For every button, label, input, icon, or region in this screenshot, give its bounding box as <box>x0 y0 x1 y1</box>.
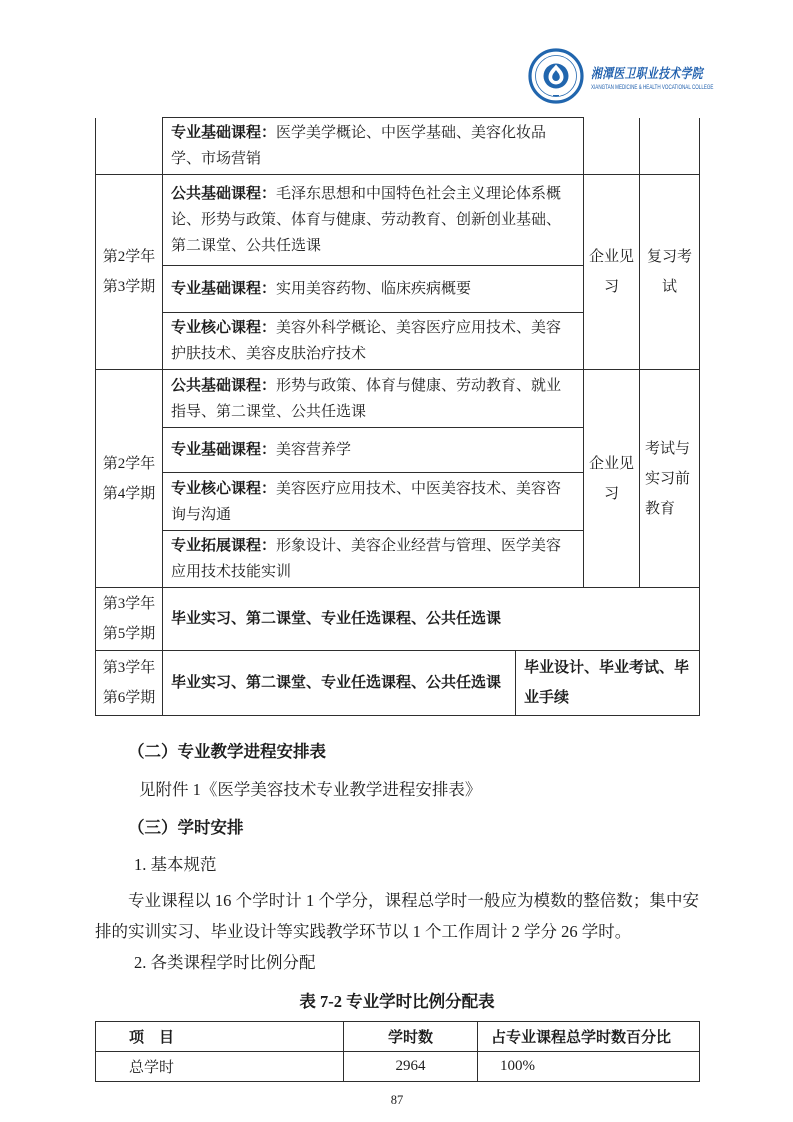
table-row <box>96 1052 700 1082</box>
list-item-1: 1. 基本规范 <box>134 855 217 874</box>
course-list: 美容医疗应用技术、中医美容技术、美容咨询与沟通 <box>171 480 562 523</box>
course-cell <box>163 118 584 175</box>
course-category-label: 公共基础课程： <box>171 186 277 202</box>
college-name <box>591 62 714 91</box>
course-cell <box>163 473 584 531</box>
course-category-label: 专业基础课程： <box>171 442 277 458</box>
semester-content-cell: 毕业实习、第二课堂、专业任选课程、公共任选课 <box>163 651 516 716</box>
course-category-label: 专业拓展课程： <box>171 538 277 554</box>
exam-cell: 复习考试 <box>640 175 700 370</box>
section-heading-2: （二）专业教学进程安排表 <box>128 742 326 761</box>
semester-content-cell: 毕业实习、第二课堂、专业任选课程、公共任选课 <box>163 588 700 651</box>
year-term-label <box>96 588 163 651</box>
year-term-label <box>96 175 163 370</box>
hours-table <box>95 1021 700 1082</box>
course-list: 实用美容药物、临床疾病概要 <box>276 281 472 297</box>
year-term-label <box>96 651 163 716</box>
section-body-attachment: 见附件 1《医学美容技术专业教学进程安排表》 <box>139 780 482 799</box>
teaching-schedule-table <box>95 117 700 716</box>
table-row <box>96 118 700 175</box>
table-row <box>96 651 700 716</box>
course-cell <box>163 313 584 370</box>
term-label: 第6学期 <box>102 690 156 706</box>
course-cell <box>163 428 584 473</box>
section-heading-3: （三）学时安排 <box>128 818 244 837</box>
exam-cell: 考试与实习前教育 <box>640 370 700 588</box>
year-term-label-empty <box>96 118 163 175</box>
course-list: 形势与政策、体育与健康、劳动教育、就业指导、第二课堂、公共任选课 <box>171 377 562 420</box>
course-list: 毛泽东思想和中国特色社会主义理论体系概论、形势与政策、体育与健康、劳动教育、创新创业基础、第二课堂、公共任选课 <box>171 186 562 254</box>
course-category-label: 专业核心课程： <box>171 480 277 497</box>
year-label: 第2学年 <box>102 249 156 265</box>
cell-total-hours-label: 总学时 <box>96 1052 344 1082</box>
year-term-label <box>96 370 163 588</box>
table-header-row <box>96 1022 700 1052</box>
table-row <box>96 370 700 428</box>
practice-cell: 企业见习 <box>584 175 640 370</box>
practice-cell-empty <box>584 118 640 175</box>
course-category-label: 公共基础课程： <box>171 377 277 394</box>
paragraph-credit-rules: 专业课程以 16 个学时计 1 个学分，课程总学时一般应为模数的整倍数；集中安排的实训实习、毕业设计等实践教学环节以 1 个工作周计 2 学分 26 学时。 <box>95 891 699 941</box>
graduation-cell: 毕业设计、毕业考试、毕业手续 <box>516 651 700 716</box>
cell-total-hours-value: 2964 <box>344 1052 478 1082</box>
hours-table-caption: 表 7-2 专业学时比例分配表 <box>299 992 495 1011</box>
header-item: 项 目 <box>96 1022 344 1052</box>
college-name-cn: 湘潭医卫职业技术学院 <box>591 65 703 81</box>
list-item-2: 2. 各类课程学时比例分配 <box>134 953 316 972</box>
course-category-label: 专业核心课程： <box>171 320 277 336</box>
course-category-label: 专业基础课程： <box>171 281 277 297</box>
term-label: 第3学期 <box>102 279 156 295</box>
term-label: 第5学期 <box>102 626 156 642</box>
table-row <box>96 175 700 266</box>
course-list: 医学美学概论、中医学基础、美容化妆品学、市场营销 <box>171 125 547 167</box>
year-label: 第2学年 <box>102 455 156 472</box>
practice-cell: 企业见习 <box>584 370 640 588</box>
page-number: 87 <box>390 1093 404 1107</box>
header-percent: 占专业课程总学时数百分比 <box>478 1022 700 1052</box>
college-seal-icon <box>528 48 584 104</box>
course-cell <box>163 266 584 313</box>
course-category-label: 专业基础课程： <box>171 125 277 141</box>
year-label: 第3学年 <box>102 660 156 676</box>
cell-total-hours-percent: 100% <box>478 1052 700 1082</box>
page-content <box>95 117 699 1108</box>
course-list: 美容外科学概论、美容医疗应用技术、美容护肤技术、美容皮肤治疗技术 <box>171 320 562 362</box>
course-list: 形象设计、美容企业经营与管理、医学美容应用技术技能实训 <box>171 538 562 580</box>
college-name-en: XIANGTAN MEDICINE & HEALTH VOCATIONAL COLLEGE <box>591 83 714 91</box>
header-hours: 学时数 <box>344 1022 478 1052</box>
college-logo <box>528 48 714 104</box>
course-list: 美容营养学 <box>276 442 352 458</box>
term-label: 第4学期 <box>102 485 156 502</box>
course-cell <box>163 370 584 428</box>
course-cell <box>163 175 584 266</box>
course-cell <box>163 531 584 588</box>
table-row <box>96 588 700 651</box>
exam-cell-empty <box>640 118 700 175</box>
year-label: 第3学年 <box>102 596 156 612</box>
